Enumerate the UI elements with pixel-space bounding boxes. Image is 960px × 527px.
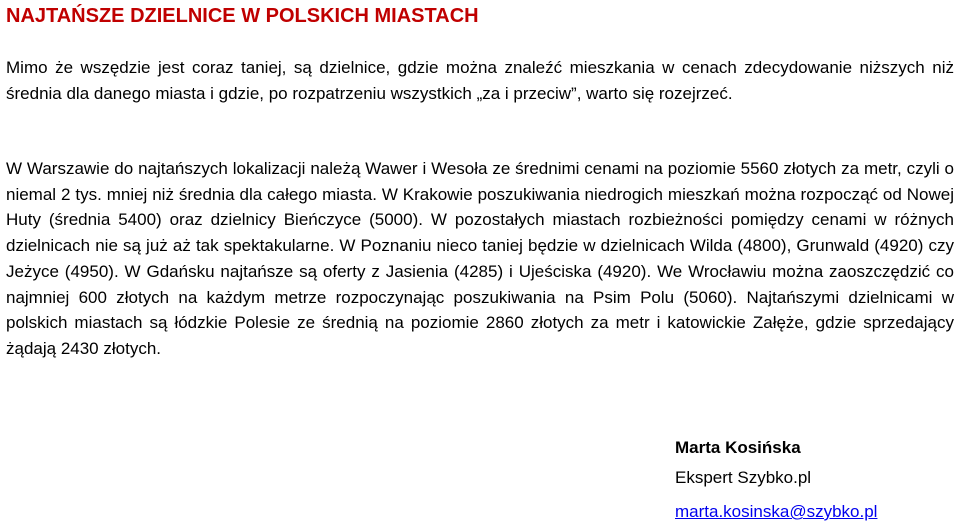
author-signature	[675, 433, 877, 527]
document-page	[6, 0, 954, 525]
article-title: NAJTAŃSZE DZIELNICE W POLSKICH MIASTACH	[6, 5, 479, 27]
article-body-paragraph: W Warszawie do najtańszych lokalizacji należą Wawer i Wesoła ze średnimi cenami na poziomie 5560 złotych za metr, czyli o niemal 2 tys. mniej niż średnia dla całego miasta. W Krakowie poszukiwania niedrogich mieszkań można rozpocząć od Nowej Huty (średnia 5400) oraz dzielnicy Bieńczyce (5000). W pozostałych miastach rozbieżności pomiędzy cenami w różnych dzielnicach nie są już aż tak spektakularne. W Poznaniu nieco taniej będzie w dzielnicach Wilda (4800), Grunwald (4920) czy Jeżyce (4950). W Gdańsku najtańsze są oferty z Jasienia (4285) i Ujeściska (4920). We Wrocławiu można zaoszczędzić co najmniej 600 złotych na każdym metrze rozpoczynając poszukiwania na Psim Polu (5060). Najtańszymi dzielnicami w polskich miastach są łódzkie Polesie ze średnią na poziomie 2860 złotych za metr i katowickie Załęże, gdzie sprzedający żądają 2430 złotych.	[6, 159, 954, 358]
author-role: Ekspert Szybko.pl	[675, 468, 812, 487]
author-email-link[interactable]: marta.kosinska@szybko.pl	[675, 502, 878, 521]
article-intro-paragraph: Mimo że wszędzie jest coraz taniej, są dzielnice, gdzie można znaleźć mieszkania w cenach zdecydowanie niższych niż średnia dla danego miasta i gdzie, po rozpatrzeniu wszystkich „za i przeciw”, warto się rozejrzeć.	[6, 58, 954, 103]
author-name: Marta Kosińska	[675, 438, 801, 457]
